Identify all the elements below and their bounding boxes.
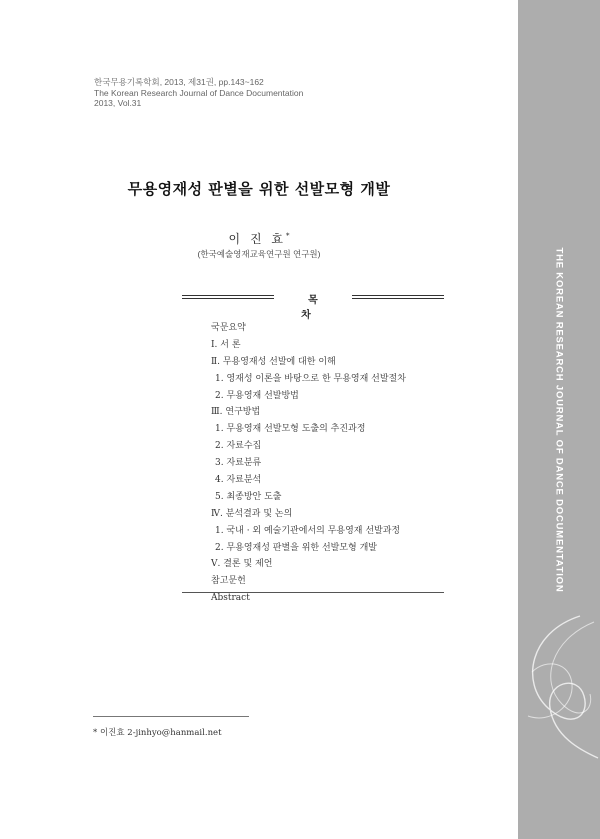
author-footnote-mark: *	[285, 232, 290, 240]
toc-subsection-item: 2. 무용영재 선발방법	[215, 390, 299, 401]
toc-heading-rule-left	[182, 295, 274, 299]
journal-citation-korean: 한국무용기록학회, 2013, 제31권, pp.143~162	[94, 77, 264, 87]
journal-year-volume: 2013, Vol.31	[94, 98, 142, 108]
author-line	[0, 230, 518, 247]
toc-section-item: Ⅴ. 결론 및 제언	[211, 559, 273, 570]
footnote-rule	[93, 716, 249, 717]
toc-section-item: Ⅲ. 연구방법	[211, 407, 261, 418]
toc-bottom-rule	[182, 592, 444, 593]
toc-subsection-item: 5. 최종방안 도출	[215, 491, 282, 502]
author-affiliation: (한국예술영재교육연구원 연구원)	[197, 249, 321, 259]
toc-subsection-item: 2. 무용영재성 판별을 위한 선발모형 개발	[215, 542, 377, 553]
toc-section-item: Abstract	[211, 593, 250, 604]
toc-section-item: 참고문헌	[211, 576, 246, 587]
toc-section-item: Ⅳ. 분석결과 및 논의	[211, 508, 293, 519]
toc-subsection-item: 1. 영재성 이론을 바탕으로 한 무용영재 선발절차	[215, 373, 406, 384]
author-footnote: * 이진효 2-jinhyo@hanmail.net	[93, 728, 222, 738]
journal-name-english: The Korean Research Journal of Dance Documentation	[94, 87, 304, 98]
toc-subsection-item: 3. 자료분류	[215, 458, 262, 469]
journal-header	[94, 77, 414, 109]
author-name: 이 진 효	[228, 232, 286, 246]
toc-subsection-item: 1. 국내 · 외 예술기관에서의 무용영재 선발과정	[215, 525, 401, 536]
toc-subsection-item: 4. 자료분석	[215, 475, 262, 486]
toc-section-item: 국문요약	[211, 323, 246, 333]
toc-section-item: Ⅱ. 무용영재성 선발에 대한 이해	[211, 356, 336, 367]
toc-section-item: Ⅰ. 서 론	[211, 339, 241, 350]
paper-title: 무용영재성 판별을 위한 선발모형 개발	[127, 180, 391, 198]
side-band-journal-title: THE KOREAN RESEARCH JOURNAL OF DANCE DOCUMENTATION	[553, 247, 565, 593]
decorative-swirl	[510, 612, 600, 762]
toc-heading	[182, 291, 444, 321]
toc-subsection-item: 1. 무용영재 선발모형 도출의 추진과정	[215, 424, 366, 435]
toc-heading-label: 목 차	[301, 295, 332, 321]
toc-subsection-item: 2. 자료수집	[215, 441, 262, 452]
toc-heading-rule-right	[352, 295, 444, 299]
toc-list	[211, 320, 451, 607]
